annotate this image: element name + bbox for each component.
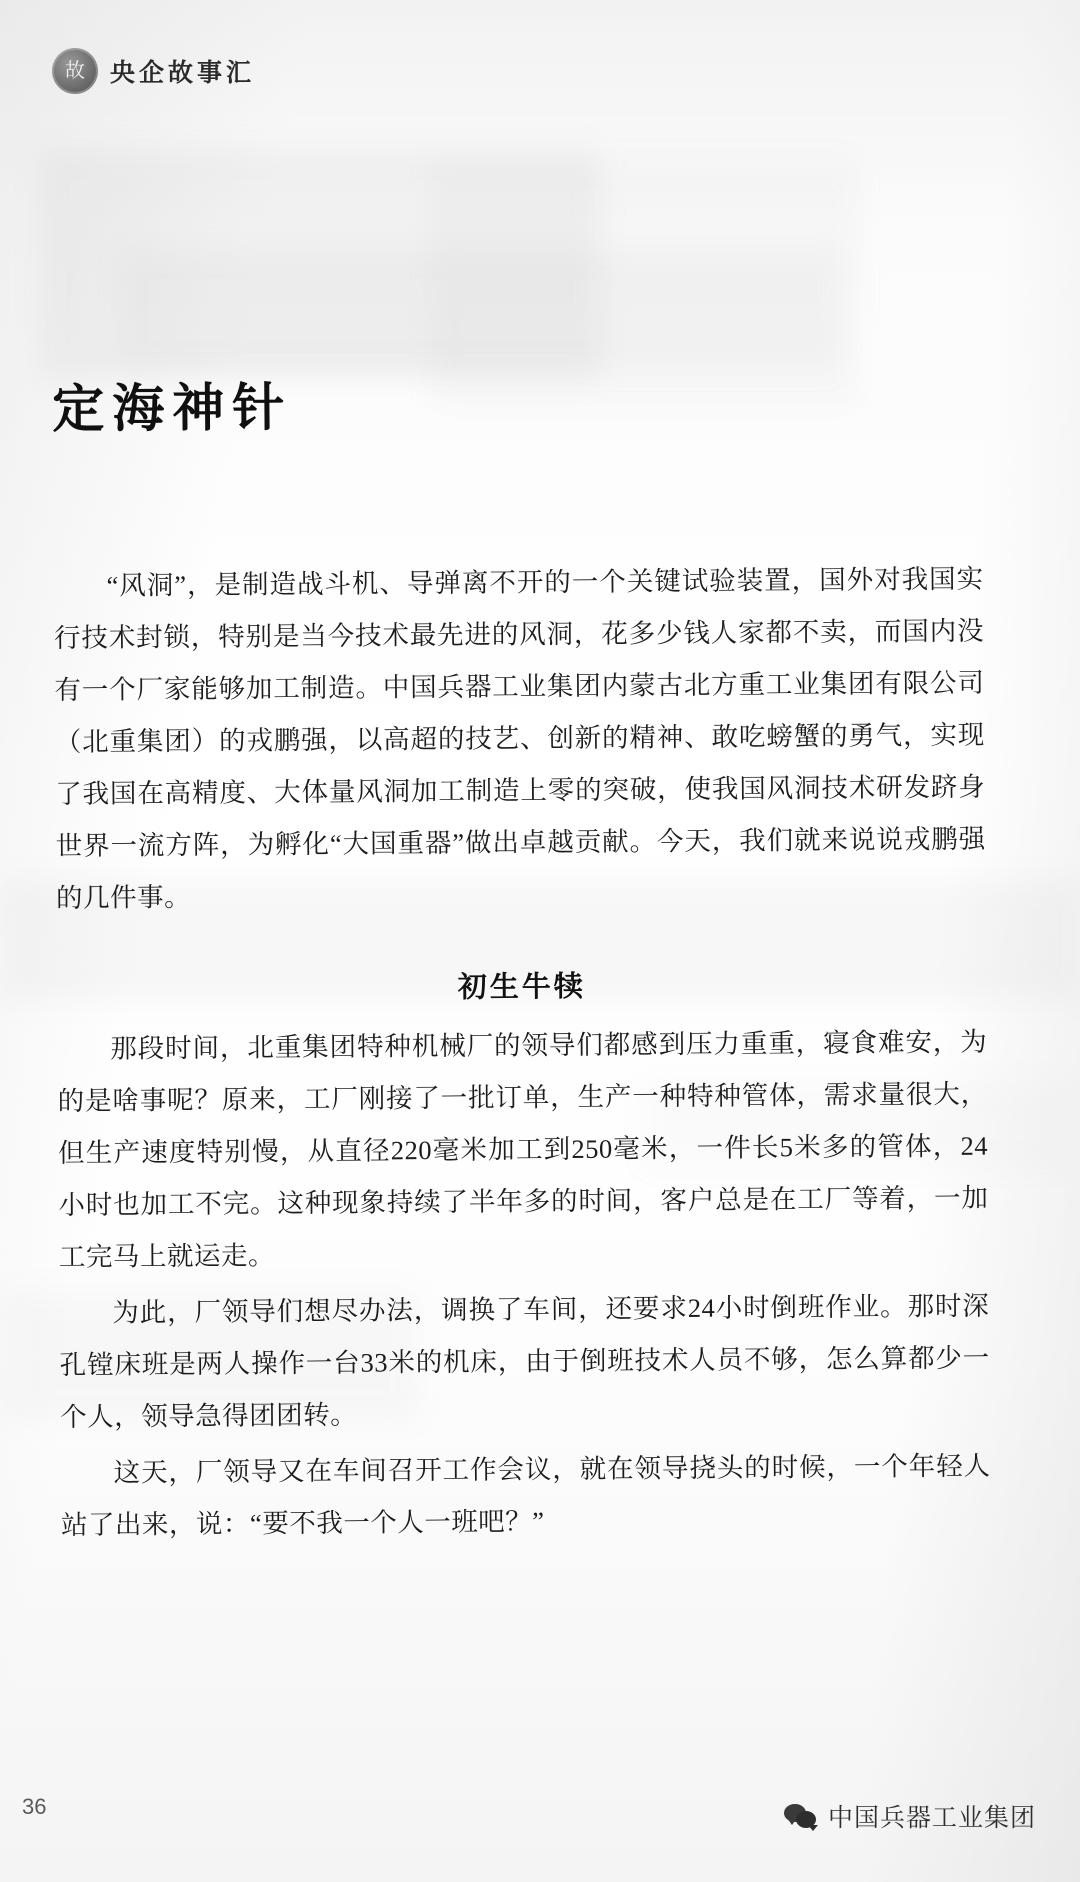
scan-smudge (430, 160, 860, 410)
lead-paragraph: “风洞”，是制造战斗机、导弹离不开的一个关键试验装置，国外对我国实行技术封锁，特别是当今技术最先进的风洞，花多少钱人家都不卖，而国内没有一个厂家能够加工制造。中国兵器工业集团内蒙古北方重工业集团有限公司（北重集团）的戎鹏强，以高超的技艺、创新的精神、敢吃螃蟹的勇气，实现了我国在高精度、大体量风洞加工制造上零的突破，使我国风洞技术研发跻身世界一流方阵，为孵化“大国重器”做出卓越贡献。今天，我们就来说说戎鹏强的几件事。 (53, 564, 986, 914)
paragraph: 为此，厂领导们想尽办法，调换了车间，还要求24小时倒班作业。那时深孔镗床班是两人操作一台33米的机床，由于倒班技术人员不够，怎么算都少一个人，领导急得团团转。 (59, 1291, 990, 1433)
seal-stamp-icon: 故 (52, 48, 98, 94)
scan-smudge (40, 150, 600, 380)
masthead (52, 48, 255, 94)
section-heading: 初生牛犊 (457, 971, 586, 1005)
paragraph: 这天，厂领导又在车间召开工作会议，就在领导挠头的时候，一个年轻人站了出来，说：“要不我一个人一班吧？” (60, 1451, 991, 1541)
page-title: 定海神针 (52, 380, 293, 439)
paragraph: 那段时间，北重集团特种机械厂的领导们都感到压力重重，寝食难安，为的是啥事呢？原来，工厂刚接了一批订单，生产一种特种管体，需求量很大，但生产速度特别慢，从直径220毫米加工到250毫米，一件长5米多的管体，24小时也加工不完。这种现象持续了半年多的时间，客户总是在工厂等着，一加工完马上就运走。 (57, 1027, 989, 1273)
wechat-icon (784, 1802, 818, 1830)
page-number: 36 (22, 1794, 47, 1819)
masthead-title: 央企故事汇 (110, 60, 256, 87)
footer-brand-label: 中国兵器工业集团 (827, 1805, 1036, 1832)
footer-brand (784, 1798, 1036, 1834)
article-body (52, 373, 991, 1552)
scan-smudge (120, 250, 840, 370)
